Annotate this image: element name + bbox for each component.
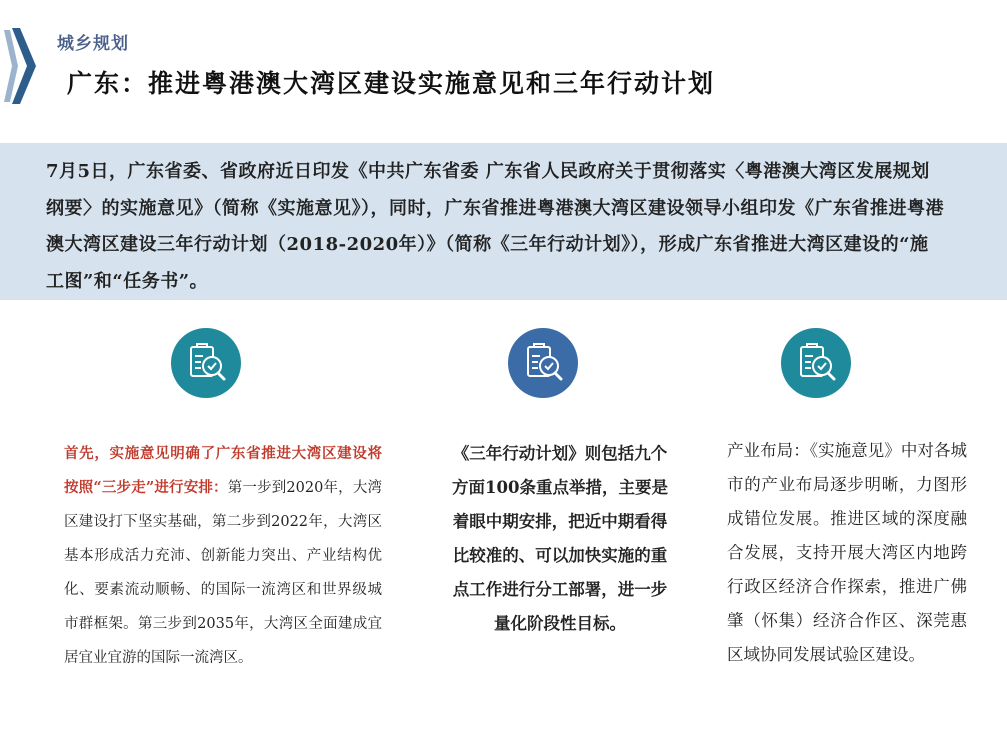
document-search-icon — [508, 328, 578, 398]
section-category: 城乡规划 — [57, 34, 129, 54]
intro-text: 7月5日，广东省委、省政府近日印发《中共广东省委 广东省人民政府关于贯彻落实〈粤港澳大湾区发展规划纲要〉的实施意见》（简称《实施意见》），同时，广东省推进粤港澳大湾区建设领导小组印发《广东省推进粤港澳大湾区建设三年行动计划（2018-2020年）》（简称《三年行动计划》），形成广东省推进大湾区建设的“施工图”和“任务书”。 — [46, 161, 944, 292]
column-action-plan: 《三年行动计划》则包括九个方面100条重点举措，主要是着眼中期安排，把近中期看得比较准的、可以加快实施的重点工作进行分工部署，进一步量化阶段性目标。 — [452, 444, 668, 633]
column-three-steps-body: 第一步到2020年，大湾区建设打下坚实基础，第二步到2022年，大湾区基本形成活力充沛、创新能力突出、产业结构优化、要素流动顺畅、的国际一流湾区和世界级城市群框架。第三步到2035年，大湾区全面建成宜居宜业宜游的国际一流湾区。 — [64, 480, 382, 666]
column-three-steps — [64, 437, 382, 675]
column-industry-layout: 产业布局：《实施意见》中对各城市的产业布局逐步明晰，力图形成错位发展。推进区域的深度融合发展，支持开展大湾区内地跨行政区经济合作探索，推进广佛肇（怀集）经济合作区、深莞惠区域协同发展试验区建设。 — [727, 441, 967, 664]
page-title: 广东：推进粤港澳大湾区建设实施意见和三年行动计划 — [67, 69, 716, 98]
column-three-steps-lead: 首先，实施意见明确了广东省推进大湾区建设将按照“三步走”进行安排： — [64, 445, 382, 496]
document-search-icon — [781, 328, 851, 398]
document-search-icon — [171, 328, 241, 398]
header-chevron-icon — [12, 28, 36, 104]
intro-panel — [0, 143, 1007, 300]
